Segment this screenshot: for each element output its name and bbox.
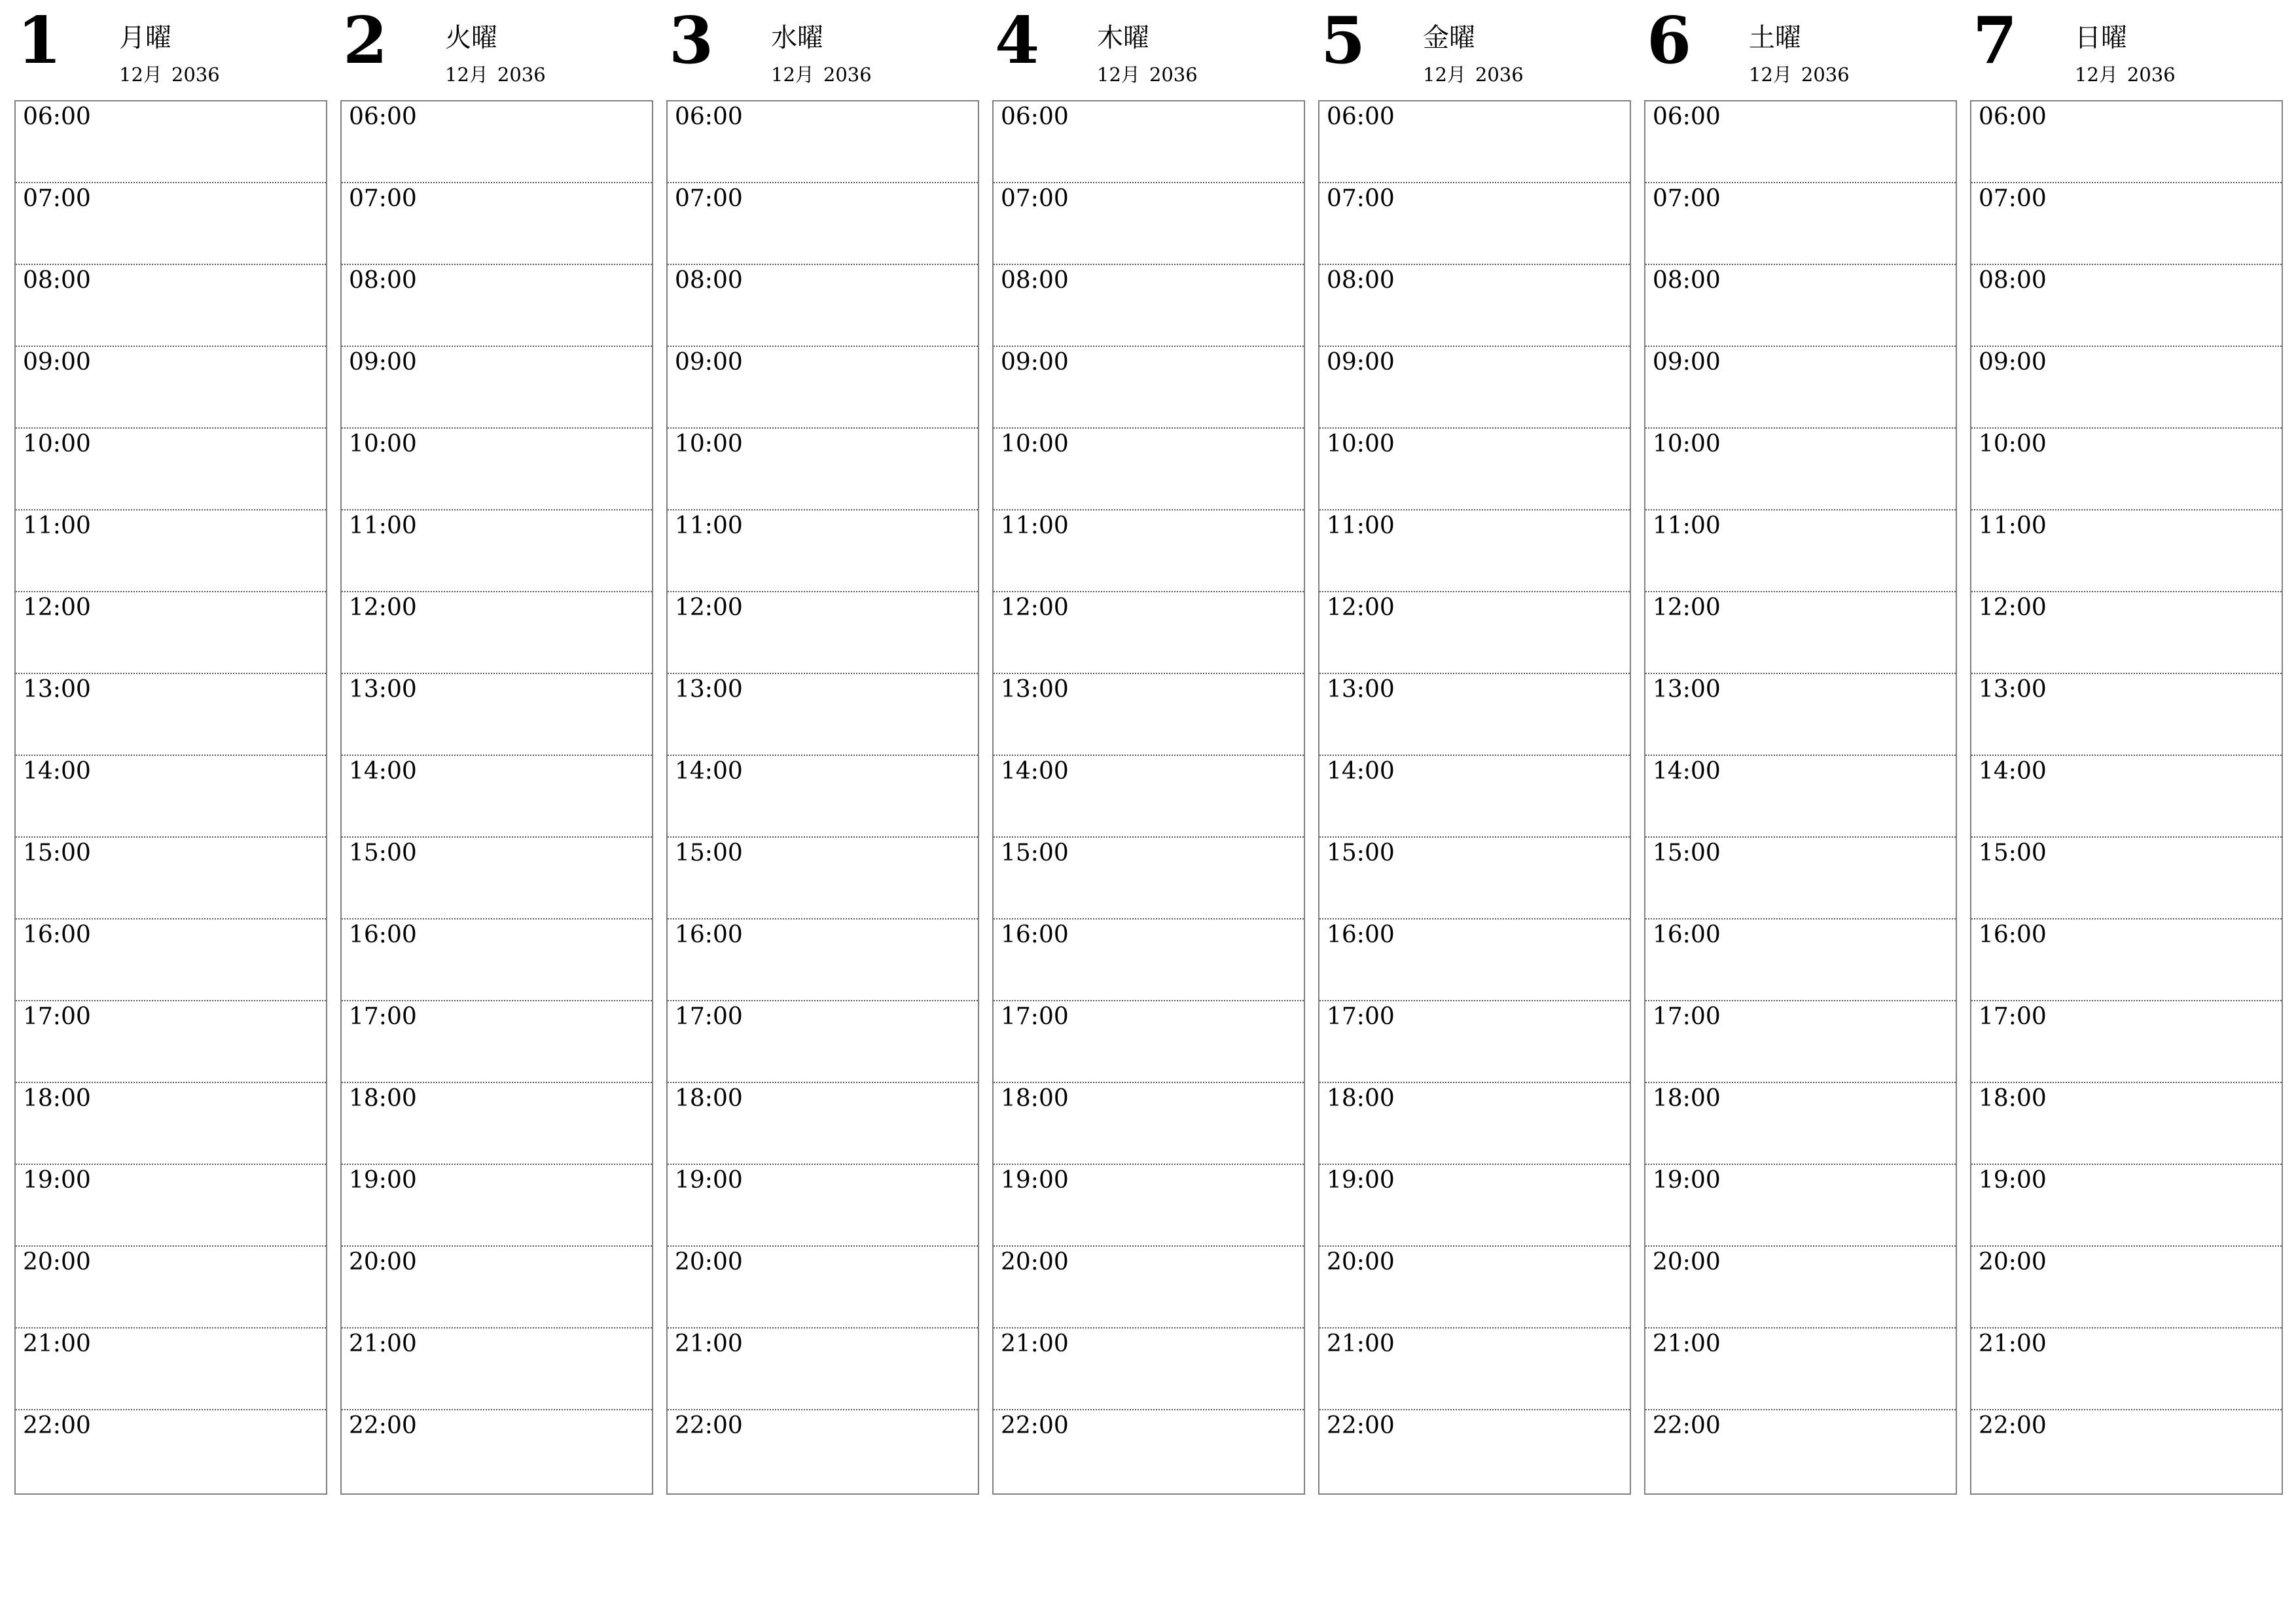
time-label: 20:00 <box>1001 1249 1069 1275</box>
time-slot[interactable] <box>994 101 1304 183</box>
day-header <box>666 0 979 98</box>
time-label: 10:00 <box>23 431 91 457</box>
time-label: 13:00 <box>1327 676 1395 703</box>
time-slot[interactable] <box>1645 429 1956 510</box>
time-label: 15:00 <box>1979 840 2047 866</box>
time-slot[interactable] <box>668 674 978 756</box>
time-slot[interactable] <box>1645 1001 1956 1083</box>
time-label: 11:00 <box>349 512 417 539</box>
time-slot[interactable] <box>16 347 326 429</box>
time-slot[interactable] <box>668 1165 978 1247</box>
time-label: 20:00 <box>1653 1249 1721 1275</box>
time-slot[interactable] <box>342 1410 652 1493</box>
time-slot[interactable] <box>994 347 1304 429</box>
time-label: 11:00 <box>1979 512 2047 539</box>
time-label: 12:00 <box>23 594 91 621</box>
time-slot[interactable] <box>1971 919 2282 1001</box>
time-label: 07:00 <box>1653 185 1721 212</box>
time-slot[interactable] <box>1319 183 1630 265</box>
time-label: 22:00 <box>1327 1412 1395 1439</box>
time-slot[interactable] <box>1971 838 2282 919</box>
time-slot[interactable] <box>668 919 978 1001</box>
time-label: 14:00 <box>675 758 743 785</box>
time-slot[interactable] <box>1645 674 1956 756</box>
time-label: 20:00 <box>1327 1249 1395 1275</box>
time-slot[interactable] <box>1319 101 1630 183</box>
day-number: 7 <box>1973 3 2018 79</box>
time-label: 13:00 <box>1653 676 1721 703</box>
time-slot[interactable] <box>668 1410 978 1493</box>
day-number: 3 <box>669 3 714 79</box>
time-label: 18:00 <box>23 1085 91 1112</box>
time-label: 09:00 <box>1327 349 1395 376</box>
time-label: 16:00 <box>23 921 91 948</box>
time-label: 16:00 <box>1327 921 1395 948</box>
time-label: 22:00 <box>1979 1412 2047 1439</box>
time-label: 17:00 <box>23 1003 91 1030</box>
time-slot[interactable] <box>668 265 978 347</box>
time-label: 15:00 <box>349 840 417 866</box>
time-slot[interactable] <box>342 838 652 919</box>
time-label: 11:00 <box>1653 512 1721 539</box>
time-label: 19:00 <box>23 1167 91 1194</box>
time-label: 14:00 <box>1979 758 2047 785</box>
time-label: 17:00 <box>1001 1003 1069 1030</box>
time-slot[interactable] <box>994 674 1304 756</box>
time-slot[interactable] <box>668 1083 978 1165</box>
day-header <box>1644 0 1957 98</box>
time-label: 20:00 <box>349 1249 417 1275</box>
year-label: 2036 <box>171 63 220 86</box>
time-label: 22:00 <box>23 1412 91 1439</box>
time-label: 07:00 <box>675 185 743 212</box>
time-slot[interactable] <box>16 183 326 265</box>
time-slot[interactable] <box>1645 265 1956 347</box>
time-slot[interactable] <box>1971 1083 2282 1165</box>
time-label: 14:00 <box>1327 758 1395 785</box>
time-slot[interactable] <box>1645 1083 1956 1165</box>
time-slot[interactable] <box>16 674 326 756</box>
time-label: 17:00 <box>1327 1003 1395 1030</box>
time-label: 11:00 <box>675 512 743 539</box>
time-slot[interactable] <box>1971 101 2282 183</box>
day-column <box>1970 0 2283 1499</box>
day-header <box>14 0 327 98</box>
time-slot[interactable] <box>994 1247 1304 1329</box>
time-slot[interactable] <box>16 1410 326 1493</box>
month-label: 12月 <box>2075 63 2118 86</box>
time-label: 19:00 <box>675 1167 743 1194</box>
day-month-year <box>2075 65 2176 84</box>
time-slot[interactable] <box>1971 674 2282 756</box>
time-slot[interactable] <box>1645 101 1956 183</box>
time-label: 16:00 <box>1979 921 2047 948</box>
day-number: 2 <box>343 3 388 79</box>
time-slot[interactable] <box>342 592 652 674</box>
time-label: 21:00 <box>1001 1330 1069 1357</box>
time-label: 15:00 <box>675 840 743 866</box>
time-slot[interactable] <box>1645 1410 1956 1493</box>
time-slot[interactable] <box>1971 1410 2282 1493</box>
time-slot[interactable] <box>1319 1247 1630 1329</box>
time-slot[interactable] <box>1319 592 1630 674</box>
time-slot[interactable] <box>668 838 978 919</box>
time-label: 15:00 <box>1001 840 1069 866</box>
time-label: 22:00 <box>1653 1412 1721 1439</box>
year-label: 2036 <box>823 63 872 86</box>
time-slot[interactable] <box>1971 756 2282 838</box>
day-column <box>1644 0 1957 1499</box>
time-slot[interactable] <box>16 1165 326 1247</box>
day-name: 日曜 <box>2075 23 2127 53</box>
time-slot[interactable] <box>994 265 1304 347</box>
time-label: 19:00 <box>1979 1167 2047 1194</box>
day-schedule-box <box>1644 100 1957 1495</box>
time-label: 18:00 <box>1979 1085 2047 1112</box>
time-label: 09:00 <box>1001 349 1069 376</box>
time-label: 12:00 <box>1327 594 1395 621</box>
time-slot[interactable] <box>1319 756 1630 838</box>
time-label: 10:00 <box>1979 431 2047 457</box>
time-label: 11:00 <box>1001 512 1069 539</box>
time-slot[interactable] <box>1645 756 1956 838</box>
day-name: 土曜 <box>1749 23 1801 53</box>
time-label: 07:00 <box>23 185 91 212</box>
time-slot[interactable] <box>1319 1001 1630 1083</box>
day-month-year <box>445 65 546 84</box>
time-label: 15:00 <box>1653 840 1721 866</box>
day-header <box>340 0 653 98</box>
time-label: 12:00 <box>1001 594 1069 621</box>
time-label: 08:00 <box>1979 267 2047 294</box>
time-slot[interactable] <box>1971 347 2282 429</box>
time-slot[interactable] <box>994 1165 1304 1247</box>
day-name: 金曜 <box>1423 23 1475 53</box>
time-label: 07:00 <box>1001 185 1069 212</box>
time-label: 10:00 <box>1001 431 1069 457</box>
time-label: 22:00 <box>675 1412 743 1439</box>
time-label: 21:00 <box>1327 1330 1395 1357</box>
time-label: 18:00 <box>1327 1085 1395 1112</box>
time-slot[interactable] <box>1971 1329 2282 1410</box>
day-number: 4 <box>995 3 1040 79</box>
time-label: 18:00 <box>1001 1085 1069 1112</box>
time-slot[interactable] <box>342 756 652 838</box>
time-slot[interactable] <box>16 1083 326 1165</box>
time-label: 13:00 <box>675 676 743 703</box>
time-label: 18:00 <box>675 1085 743 1112</box>
time-slot[interactable] <box>1971 1165 2282 1247</box>
day-header <box>1970 0 2283 98</box>
time-slot[interactable] <box>1645 1247 1956 1329</box>
time-label: 20:00 <box>1979 1249 2047 1275</box>
time-slot[interactable] <box>1971 1247 2282 1329</box>
time-slot[interactable] <box>1645 592 1956 674</box>
time-label: 16:00 <box>349 921 417 948</box>
day-month-year <box>1097 65 1198 84</box>
time-slot[interactable] <box>1645 183 1956 265</box>
time-slot[interactable] <box>342 429 652 510</box>
time-slot[interactable] <box>668 1247 978 1329</box>
day-schedule-box <box>992 100 1305 1495</box>
time-slot[interactable] <box>342 510 652 592</box>
time-label: 17:00 <box>1653 1003 1721 1030</box>
time-slot[interactable] <box>1971 510 2282 592</box>
time-slot[interactable] <box>1319 347 1630 429</box>
time-label: 06:00 <box>1327 103 1395 130</box>
time-label: 18:00 <box>1653 1085 1721 1112</box>
time-slot[interactable] <box>16 265 326 347</box>
month-label: 12月 <box>445 63 488 86</box>
time-slot[interactable] <box>1971 429 2282 510</box>
time-slot[interactable] <box>342 1165 652 1247</box>
time-label: 06:00 <box>675 103 743 130</box>
time-label: 19:00 <box>1653 1167 1721 1194</box>
time-slot[interactable] <box>16 1001 326 1083</box>
year-label: 2036 <box>1801 63 1850 86</box>
time-slot[interactable] <box>668 101 978 183</box>
time-label: 13:00 <box>1979 676 2047 703</box>
time-label: 08:00 <box>675 267 743 294</box>
time-label: 12:00 <box>675 594 743 621</box>
time-slot[interactable] <box>668 1329 978 1410</box>
time-label: 21:00 <box>1979 1330 2047 1357</box>
time-slot[interactable] <box>16 1247 326 1329</box>
time-label: 06:00 <box>349 103 417 130</box>
time-label: 21:00 <box>675 1330 743 1357</box>
time-label: 21:00 <box>1653 1330 1721 1357</box>
month-label: 12月 <box>1749 63 1792 86</box>
time-label: 07:00 <box>349 185 417 212</box>
time-slot[interactable] <box>342 1247 652 1329</box>
time-label: 17:00 <box>1979 1003 2047 1030</box>
time-label: 16:00 <box>1001 921 1069 948</box>
time-label: 11:00 <box>1327 512 1395 539</box>
time-label: 08:00 <box>1653 267 1721 294</box>
day-month-year <box>1749 65 1850 84</box>
time-label: 08:00 <box>23 267 91 294</box>
day-column <box>14 0 327 1499</box>
month-label: 12月 <box>771 63 814 86</box>
time-slot[interactable] <box>342 347 652 429</box>
month-label: 12月 <box>1097 63 1140 86</box>
month-label: 12月 <box>119 63 162 86</box>
time-slot[interactable] <box>1319 510 1630 592</box>
year-label: 2036 <box>497 63 546 86</box>
day-month-year <box>119 65 220 84</box>
time-label: 07:00 <box>1327 185 1395 212</box>
time-slot[interactable] <box>668 183 978 265</box>
time-label: 21:00 <box>349 1330 417 1357</box>
time-label: 17:00 <box>349 1003 417 1030</box>
time-label: 14:00 <box>1001 758 1069 785</box>
time-slot[interactable] <box>994 592 1304 674</box>
day-schedule-box <box>340 100 653 1495</box>
time-label: 16:00 <box>675 921 743 948</box>
time-label: 10:00 <box>675 431 743 457</box>
time-slot[interactable] <box>1645 1165 1956 1247</box>
day-number: 6 <box>1647 3 1692 79</box>
time-slot[interactable] <box>16 429 326 510</box>
day-month-year <box>1423 65 1524 84</box>
year-label: 2036 <box>2126 63 2176 86</box>
time-slot[interactable] <box>342 183 652 265</box>
time-label: 16:00 <box>1653 921 1721 948</box>
time-slot[interactable] <box>1645 838 1956 919</box>
time-slot[interactable] <box>16 510 326 592</box>
day-column <box>1318 0 1631 1499</box>
day-schedule-box <box>1970 100 2283 1495</box>
time-slot[interactable] <box>994 429 1304 510</box>
time-label: 07:00 <box>1979 185 2047 212</box>
time-label: 15:00 <box>1327 840 1395 866</box>
time-slot[interactable] <box>1645 510 1956 592</box>
time-slot[interactable] <box>1319 1410 1630 1493</box>
time-label: 20:00 <box>23 1249 91 1275</box>
time-slot[interactable] <box>1645 919 1956 1001</box>
time-label: 06:00 <box>1001 103 1069 130</box>
time-slot[interactable] <box>668 1001 978 1083</box>
time-slot[interactable] <box>994 1329 1304 1410</box>
time-slot[interactable] <box>668 347 978 429</box>
day-column <box>340 0 653 1499</box>
time-slot[interactable] <box>1971 1001 2282 1083</box>
time-label: 12:00 <box>1979 594 2047 621</box>
time-slot[interactable] <box>342 265 652 347</box>
time-slot[interactable] <box>1971 265 2282 347</box>
time-label: 13:00 <box>1001 676 1069 703</box>
time-slot[interactable] <box>16 101 326 183</box>
time-label: 09:00 <box>23 349 91 376</box>
time-slot[interactable] <box>994 1410 1304 1493</box>
time-label: 09:00 <box>349 349 417 376</box>
time-label: 13:00 <box>23 676 91 703</box>
time-slot[interactable] <box>994 510 1304 592</box>
time-slot[interactable] <box>994 183 1304 265</box>
time-slot[interactable] <box>1319 1083 1630 1165</box>
time-slot[interactable] <box>668 510 978 592</box>
time-label: 19:00 <box>1327 1167 1395 1194</box>
day-header <box>992 0 1305 98</box>
time-label: 22:00 <box>349 1412 417 1439</box>
day-column <box>992 0 1305 1499</box>
day-name: 月曜 <box>119 23 171 53</box>
time-slot[interactable] <box>1645 1329 1956 1410</box>
time-label: 10:00 <box>349 431 417 457</box>
time-slot[interactable] <box>1971 592 2282 674</box>
time-label: 09:00 <box>1979 349 2047 376</box>
time-slot[interactable] <box>1645 347 1956 429</box>
time-slot[interactable] <box>16 838 326 919</box>
day-name: 木曜 <box>1097 23 1149 53</box>
time-slot[interactable] <box>342 1001 652 1083</box>
time-label: 10:00 <box>1653 431 1721 457</box>
time-slot[interactable] <box>1319 919 1630 1001</box>
time-label: 09:00 <box>675 349 743 376</box>
time-slot[interactable] <box>1971 183 2282 265</box>
time-slot[interactable] <box>16 592 326 674</box>
time-slot[interactable] <box>1319 1165 1630 1247</box>
time-label: 11:00 <box>23 512 91 539</box>
day-column <box>666 0 979 1499</box>
time-label: 10:00 <box>1327 431 1395 457</box>
time-slot[interactable] <box>1319 429 1630 510</box>
time-label: 15:00 <box>23 840 91 866</box>
year-label: 2036 <box>1475 63 1524 86</box>
time-slot[interactable] <box>342 919 652 1001</box>
time-slot[interactable] <box>994 756 1304 838</box>
day-number: 1 <box>17 3 62 79</box>
day-schedule-box <box>14 100 327 1495</box>
time-label: 18:00 <box>349 1085 417 1112</box>
day-schedule-box <box>666 100 979 1495</box>
year-label: 2036 <box>1149 63 1198 86</box>
time-label: 21:00 <box>23 1330 91 1357</box>
month-label: 12月 <box>1423 63 1466 86</box>
time-slot[interactable] <box>668 429 978 510</box>
time-slot[interactable] <box>342 1329 652 1410</box>
day-name: 水曜 <box>771 23 823 53</box>
time-label: 13:00 <box>349 676 417 703</box>
time-slot[interactable] <box>1319 674 1630 756</box>
time-slot[interactable] <box>16 756 326 838</box>
time-label: 19:00 <box>1001 1167 1069 1194</box>
time-label: 08:00 <box>349 267 417 294</box>
time-label: 06:00 <box>1653 103 1721 130</box>
time-label: 14:00 <box>1653 758 1721 785</box>
time-slot[interactable] <box>1319 838 1630 919</box>
time-slot[interactable] <box>342 101 652 183</box>
time-slot[interactable] <box>1319 1329 1630 1410</box>
time-label: 08:00 <box>1001 267 1069 294</box>
day-schedule-box <box>1318 100 1631 1495</box>
time-label: 14:00 <box>349 758 417 785</box>
day-header <box>1318 0 1631 98</box>
time-slot[interactable] <box>16 1329 326 1410</box>
time-label: 22:00 <box>1001 1412 1069 1439</box>
time-label: 06:00 <box>1979 103 2047 130</box>
time-label: 12:00 <box>349 594 417 621</box>
day-number: 5 <box>1321 3 1366 79</box>
time-label: 09:00 <box>1653 349 1721 376</box>
time-label: 20:00 <box>675 1249 743 1275</box>
day-name: 火曜 <box>445 23 497 53</box>
time-slot[interactable] <box>1319 265 1630 347</box>
time-label: 19:00 <box>349 1167 417 1194</box>
time-label: 08:00 <box>1327 267 1395 294</box>
time-slot[interactable] <box>16 919 326 1001</box>
day-month-year <box>771 65 872 84</box>
time-slot[interactable] <box>994 1001 1304 1083</box>
time-label: 06:00 <box>23 103 91 130</box>
time-slot[interactable] <box>994 1083 1304 1165</box>
time-slot[interactable] <box>994 919 1304 1001</box>
time-slot[interactable] <box>668 592 978 674</box>
time-slot[interactable] <box>994 838 1304 919</box>
time-label: 12:00 <box>1653 594 1721 621</box>
time-slot[interactable] <box>342 1083 652 1165</box>
time-label: 17:00 <box>675 1003 743 1030</box>
time-slot[interactable] <box>342 674 652 756</box>
time-slot[interactable] <box>668 756 978 838</box>
time-label: 14:00 <box>23 758 91 785</box>
